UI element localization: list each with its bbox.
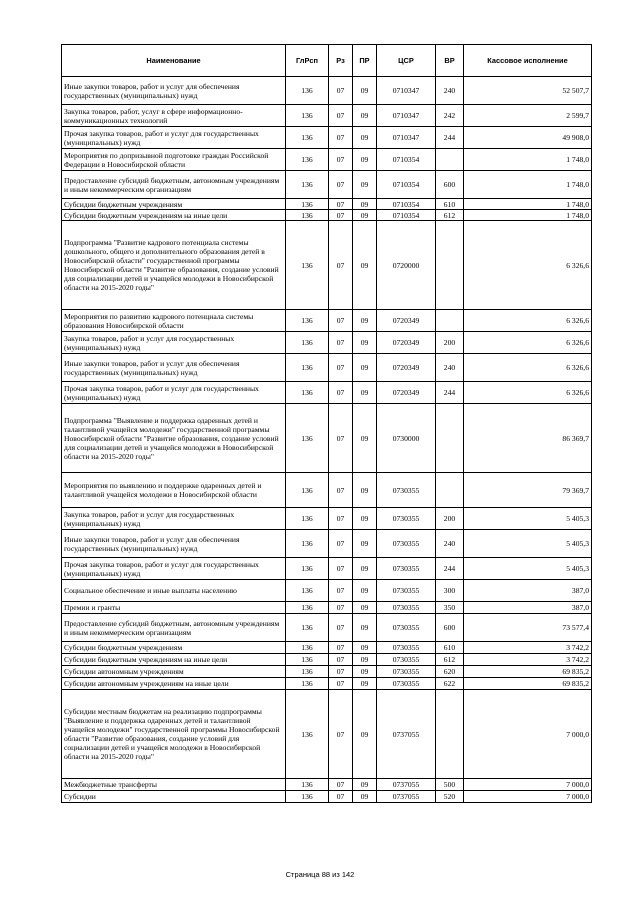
cell-rz: 07 [329, 654, 353, 666]
cell-pr: 09 [353, 382, 377, 404]
cell-amount: 49 908,0 [464, 127, 592, 149]
cell-pr: 09 [353, 666, 377, 678]
cell-csr: 0730355 [377, 666, 436, 678]
table-row [62, 404, 592, 473]
header-glrsp: ГлРсп [286, 45, 329, 77]
cell-rz: 07 [329, 171, 353, 199]
cell-pr: 09 [353, 642, 377, 654]
table-row [62, 199, 592, 210]
table-row [62, 171, 592, 199]
cell-csr: 0710354 [377, 210, 436, 221]
cell-rz: 07 [329, 530, 353, 558]
cell-name: Мероприятия по развитию кадрового потенциала системы образования Новосибирской области [62, 310, 286, 332]
cell-name: Прочая закупка товаров, работ и услуг для государственных (муниципальных) нужд [62, 127, 286, 149]
cell-name: Прочая закупка товаров, работ и услуг для государственных (муниципальных) нужд [62, 558, 286, 580]
header-csr: ЦСР [377, 45, 436, 77]
cell-amount: 3 742,2 [464, 642, 592, 654]
cell-csr: 0720349 [377, 332, 436, 354]
cell-vr: 244 [436, 382, 464, 404]
cell-pr: 09 [353, 530, 377, 558]
cell-csr: 0730355 [377, 473, 436, 508]
cell-amount: 2 599,7 [464, 105, 592, 127]
cell-glrsp: 136 [286, 404, 329, 473]
cell-amount: 6 326,6 [464, 332, 592, 354]
cell-glrsp: 136 [286, 171, 329, 199]
cell-rz: 07 [329, 210, 353, 221]
cell-name: Прочая закупка товаров, работ и услуг для государственных (муниципальных) нужд [62, 382, 286, 404]
cell-vr: 240 [436, 530, 464, 558]
cell-vr [436, 404, 464, 473]
cell-glrsp: 136 [286, 127, 329, 149]
cell-rz: 07 [329, 791, 353, 803]
table-row [62, 666, 592, 678]
cell-pr: 09 [353, 354, 377, 382]
cell-pr: 09 [353, 221, 377, 310]
table-row [62, 678, 592, 690]
cell-rz: 07 [329, 105, 353, 127]
cell-amount: 5 405,3 [464, 508, 592, 530]
cell-name: Субсидии местным бюджетам на реализацию подпрограммы "Выявление и поддержка одаренных детей и талантливой учащейся молодежи" государственной программы Новосибирской области "Развитие образования, создание условий для социализации детей и учащейся молодежи в Новосибирской области на 2015-2020 годы" [62, 690, 286, 779]
cell-glrsp: 136 [286, 690, 329, 779]
cell-glrsp: 136 [286, 602, 329, 614]
table-row [62, 580, 592, 602]
table-row [62, 642, 592, 654]
cell-csr: 0737055 [377, 779, 436, 791]
cell-rz: 07 [329, 558, 353, 580]
cell-rz: 07 [329, 580, 353, 602]
table-body [62, 77, 592, 803]
cell-pr: 09 [353, 77, 377, 105]
cell-glrsp: 136 [286, 310, 329, 332]
cell-glrsp: 136 [286, 199, 329, 210]
table-row [62, 77, 592, 105]
cell-vr: 622 [436, 678, 464, 690]
table-row [62, 690, 592, 779]
cell-rz: 07 [329, 779, 353, 791]
cell-name: Подпрограмма "Выявление и поддержка одаренных детей и талантливой учащейся молодежи" государственной программы Новосибирской области "Развитие образования, создание условий для социализации детей и учащейся молодежи в Новосибирской области на 2015-2020 годы" [62, 404, 286, 473]
cell-glrsp: 136 [286, 221, 329, 310]
cell-glrsp: 136 [286, 791, 329, 803]
cell-vr: 500 [436, 779, 464, 791]
cell-csr: 0720349 [377, 382, 436, 404]
table-row [62, 332, 592, 354]
cell-amount: 5 405,3 [464, 530, 592, 558]
cell-amount: 1 748,0 [464, 171, 592, 199]
cell-amount: 387,0 [464, 602, 592, 614]
cell-csr: 0710347 [377, 77, 436, 105]
table-row [62, 354, 592, 382]
table-header-row [62, 45, 592, 77]
cell-pr: 09 [353, 558, 377, 580]
cell-pr: 09 [353, 654, 377, 666]
header-pr: ПР [353, 45, 377, 77]
cell-amount: 5 405,3 [464, 558, 592, 580]
cell-glrsp: 136 [286, 678, 329, 690]
cell-glrsp: 136 [286, 382, 329, 404]
table-row [62, 530, 592, 558]
cell-name: Предоставление субсидий бюджетным, автономным учреждениям и иным некоммерческим организациям [62, 171, 286, 199]
cell-name: Субсидии автономным учреждениям [62, 666, 286, 678]
cell-vr [436, 310, 464, 332]
cell-amount: 6 326,6 [464, 382, 592, 404]
cell-glrsp: 136 [286, 654, 329, 666]
cell-amount: 6 326,6 [464, 221, 592, 310]
cell-name: Субсидии бюджетным учреждениям [62, 199, 286, 210]
cell-pr: 09 [353, 332, 377, 354]
cell-vr: 244 [436, 558, 464, 580]
cell-csr: 0730355 [377, 558, 436, 580]
cell-name: Закупка товаров, работ, услуг в сфере информационно-коммуникационных технологий [62, 105, 286, 127]
cell-csr: 0730355 [377, 602, 436, 614]
cell-glrsp: 136 [286, 210, 329, 221]
cell-csr: 0730000 [377, 404, 436, 473]
table-row [62, 614, 592, 642]
table-row [62, 105, 592, 127]
table-row [62, 310, 592, 332]
cell-rz: 07 [329, 221, 353, 310]
cell-rz: 07 [329, 614, 353, 642]
cell-pr: 09 [353, 614, 377, 642]
cell-rz: 07 [329, 666, 353, 678]
cell-name: Иные закупки товаров, работ и услуг для обеспечения государственных (муниципальных) нужд [62, 77, 286, 105]
cell-glrsp: 136 [286, 77, 329, 105]
cell-amount: 69 835,2 [464, 678, 592, 690]
cell-csr: 0710347 [377, 105, 436, 127]
cell-vr: 240 [436, 354, 464, 382]
cell-amount: 1 748,0 [464, 149, 592, 171]
cell-rz: 07 [329, 310, 353, 332]
cell-pr: 09 [353, 791, 377, 803]
cell-name: Субсидии бюджетным учреждениям на иные цели [62, 654, 286, 666]
cell-rz: 07 [329, 678, 353, 690]
cell-glrsp: 136 [286, 642, 329, 654]
cell-name: Субсидии бюджетным учреждениям [62, 642, 286, 654]
cell-vr: 200 [436, 508, 464, 530]
header-amount: Кассовое исполнение [464, 45, 592, 77]
cell-csr: 0720349 [377, 354, 436, 382]
cell-vr: 600 [436, 614, 464, 642]
cell-vr: 300 [436, 580, 464, 602]
cell-pr: 09 [353, 508, 377, 530]
cell-pr: 09 [353, 473, 377, 508]
cell-rz: 07 [329, 508, 353, 530]
cell-rz: 07 [329, 127, 353, 149]
cell-name: Закупка товаров, работ и услуг для государственных (муниципальных) нужд [62, 332, 286, 354]
cell-vr: 200 [436, 332, 464, 354]
cell-csr: 0730355 [377, 654, 436, 666]
cell-csr: 0737055 [377, 690, 436, 779]
cell-glrsp: 136 [286, 149, 329, 171]
cell-amount: 86 369,7 [464, 404, 592, 473]
cell-glrsp: 136 [286, 473, 329, 508]
cell-glrsp: 136 [286, 779, 329, 791]
cell-pr: 09 [353, 779, 377, 791]
table-row [62, 779, 592, 791]
cell-name: Мероприятия по выявлению и поддержке одаренных детей и талантливой учащейся молодежи в Новосибирской области [62, 473, 286, 508]
table-row [62, 382, 592, 404]
cell-vr: 240 [436, 77, 464, 105]
cell-rz: 07 [329, 473, 353, 508]
cell-name: Социальное обеспечение и иные выплаты населению [62, 580, 286, 602]
cell-vr [436, 149, 464, 171]
cell-csr: 0737055 [377, 791, 436, 803]
cell-glrsp: 136 [286, 105, 329, 127]
cell-vr [436, 690, 464, 779]
cell-glrsp: 136 [286, 508, 329, 530]
cell-pr: 09 [353, 149, 377, 171]
cell-pr: 09 [353, 127, 377, 149]
cell-rz: 07 [329, 199, 353, 210]
cell-vr: 612 [436, 210, 464, 221]
cell-pr: 09 [353, 678, 377, 690]
cell-amount: 69 835,2 [464, 666, 592, 678]
cell-vr: 244 [436, 127, 464, 149]
cell-rz: 07 [329, 354, 353, 382]
table-row [62, 558, 592, 580]
cell-rz: 07 [329, 332, 353, 354]
cell-pr: 09 [353, 404, 377, 473]
table-row [62, 127, 592, 149]
cell-vr: 600 [436, 171, 464, 199]
cell-csr: 0720349 [377, 310, 436, 332]
cell-pr: 09 [353, 602, 377, 614]
cell-name: Иные закупки товаров, работ и услуг для обеспечения государственных (муниципальных) нужд [62, 354, 286, 382]
cell-vr: 610 [436, 199, 464, 210]
cell-rz: 07 [329, 149, 353, 171]
cell-vr: 620 [436, 666, 464, 678]
cell-amount: 52 507,7 [464, 77, 592, 105]
table-row [62, 149, 592, 171]
cell-pr: 09 [353, 171, 377, 199]
cell-csr: 0710347 [377, 127, 436, 149]
cell-name: Закупка товаров, работ и услуг для государственных (муниципальных) нужд [62, 508, 286, 530]
cell-csr: 0730355 [377, 530, 436, 558]
cell-rz: 07 [329, 382, 353, 404]
cell-glrsp: 136 [286, 332, 329, 354]
table-row [62, 791, 592, 803]
cell-pr: 09 [353, 310, 377, 332]
cell-glrsp: 136 [286, 666, 329, 678]
cell-pr: 09 [353, 199, 377, 210]
cell-name: Иные закупки товаров, работ и услуг для обеспечения государственных (муниципальных) нужд [62, 530, 286, 558]
cell-name: Премии и гранты [62, 602, 286, 614]
cell-pr: 09 [353, 690, 377, 779]
cell-rz: 07 [329, 690, 353, 779]
cell-vr: 610 [436, 642, 464, 654]
cell-csr: 0730355 [377, 614, 436, 642]
cell-csr: 0730355 [377, 642, 436, 654]
cell-amount: 6 326,6 [464, 310, 592, 332]
table-row [62, 602, 592, 614]
page-number: Страница 88 из 142 [285, 870, 355, 879]
cell-amount: 3 742,2 [464, 654, 592, 666]
cell-amount: 6 326,6 [464, 354, 592, 382]
table-row [62, 654, 592, 666]
cell-name: Мероприятия по допризывной подготовке граждан Российской Федерации в Новосибирской области [62, 149, 286, 171]
cell-amount: 7 000,0 [464, 791, 592, 803]
cell-name: Межбюджетные трансферты [62, 779, 286, 791]
cell-glrsp: 136 [286, 558, 329, 580]
cell-amount: 387,0 [464, 580, 592, 602]
cell-csr: 0710354 [377, 149, 436, 171]
cell-glrsp: 136 [286, 580, 329, 602]
cell-csr: 0710354 [377, 171, 436, 199]
cell-name: Субсидии автономным учреждениям на иные цели [62, 678, 286, 690]
cell-csr: 0730355 [377, 678, 436, 690]
header-rz: Рз [329, 45, 353, 77]
cell-rz: 07 [329, 602, 353, 614]
header-vr: ВР [436, 45, 464, 77]
cell-amount: 1 748,0 [464, 210, 592, 221]
cell-vr [436, 221, 464, 310]
cell-rz: 07 [329, 404, 353, 473]
cell-name: Подпрограмма "Развитие кадрового потенциала системы дошкольного, общего и дополнительного образования детей в Новосибирской области" государственной программы Новосибирской области "Развитие образования, создание условий для социализации детей и учащейся молодежи в Новосибирской области на 2015-2020 годы" [62, 221, 286, 310]
cell-rz: 07 [329, 77, 353, 105]
cell-glrsp: 136 [286, 614, 329, 642]
cell-glrsp: 136 [286, 354, 329, 382]
cell-csr: 0730355 [377, 508, 436, 530]
table-row [62, 221, 592, 310]
cell-pr: 09 [353, 105, 377, 127]
cell-csr: 0710354 [377, 199, 436, 210]
cell-name: Субсидии [62, 791, 286, 803]
budget-table [61, 44, 592, 803]
cell-vr: 520 [436, 791, 464, 803]
table-row [62, 210, 592, 221]
cell-rz: 07 [329, 642, 353, 654]
cell-glrsp: 136 [286, 530, 329, 558]
table-row [62, 473, 592, 508]
cell-amount: 73 577,4 [464, 614, 592, 642]
cell-pr: 09 [353, 580, 377, 602]
header-name: Наименование [62, 45, 286, 77]
cell-csr: 0730355 [377, 580, 436, 602]
cell-amount: 79 369,7 [464, 473, 592, 508]
cell-vr [436, 473, 464, 508]
table-row [62, 508, 592, 530]
cell-vr: 612 [436, 654, 464, 666]
cell-csr: 0720000 [377, 221, 436, 310]
cell-name: Субсидии бюджетным учреждениям на иные цели [62, 210, 286, 221]
cell-amount: 7 000,0 [464, 779, 592, 791]
cell-amount: 7 000,0 [464, 690, 592, 779]
cell-vr: 350 [436, 602, 464, 614]
cell-vr: 242 [436, 105, 464, 127]
cell-pr: 09 [353, 210, 377, 221]
cell-name: Предоставление субсидий бюджетным, автономным учреждениям и иным некоммерческим организациям [62, 614, 286, 642]
cell-amount: 1 748,0 [464, 199, 592, 210]
